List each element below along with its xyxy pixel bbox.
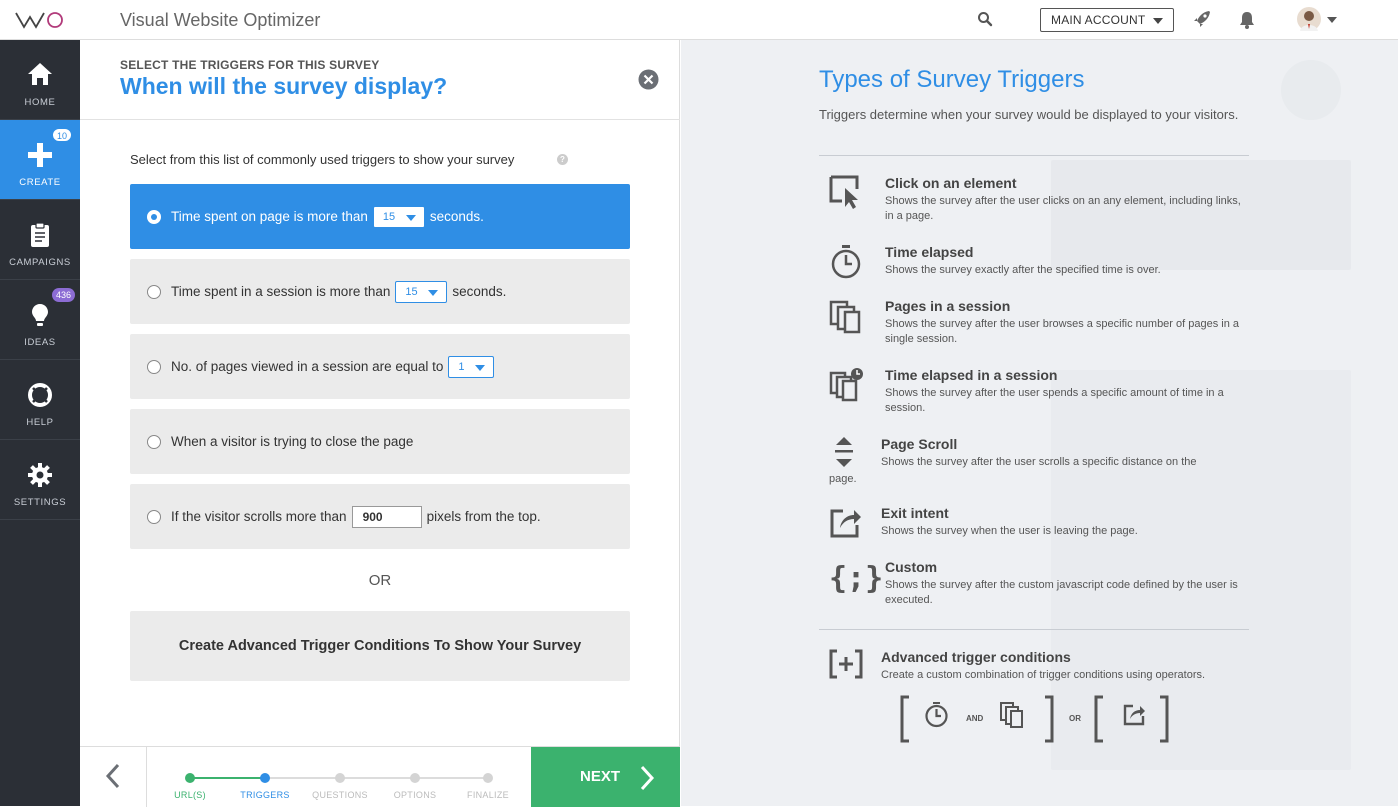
sidebar-item-settings[interactable] [0,440,80,520]
pages-clock-icon [829,367,865,403]
or-divider: OR [368,572,392,589]
page-title: When will the survey display? [120,73,448,99]
divider [819,629,1249,630]
advanced-trigger-button[interactable]: Create Advanced Trigger Conditions To Show Your Survey [130,611,630,681]
trigger-type-desc: Shows the survey when the user is leaving the page. [881,525,1138,537]
option-text: Time spent in a session is more than [171,284,391,299]
advanced-operators-illustration [899,694,1169,744]
info-description: Triggers determine when your survey would be displayed to your visitors. [819,107,1239,122]
background-widget [1281,60,1341,120]
trigger-intro: Select from this list of commonly used triggers to show your survey [130,152,515,167]
trigger-type-desc: Shows the survey after the user spends a specific amount of time in a session. [885,387,1224,414]
trigger-type-title: Time elapsed [885,244,974,260]
option-text: Time spent on page is more than [171,209,368,224]
trigger-panel [80,40,680,806]
next-button[interactable] [531,747,680,807]
option-text: If the visitor scrolls more than [171,509,347,524]
option-text: When a visitor is trying to close the page [171,434,414,449]
or-operator-label: OR [1069,714,1081,723]
trigger-type-desc: Shows the survey after the user clicks on an any element, including links, in a page. [885,195,1241,222]
trigger-type-title: Click on an element [885,175,1017,191]
chevron-down-icon [1153,18,1163,24]
bracket-plus-icon [829,649,863,679]
ideas-count-badge: 436 [52,288,75,302]
step-dot [410,773,420,783]
account-dropdown[interactable] [1040,8,1174,32]
step-finalize: FINALIZE [467,790,509,800]
trigger-type-title: Custom [885,559,938,575]
svg-text:{;}: {;} [829,561,884,596]
lifebuoy-icon [27,382,53,408]
step-dot [483,773,493,783]
chevron-down-icon[interactable] [1327,17,1337,23]
trigger-option-scroll[interactable] [130,484,630,549]
sidebar-item-create[interactable] [0,120,80,200]
header-divider [80,119,680,120]
back-button[interactable] [80,747,147,807]
lightbulb-icon [27,302,53,328]
step-connector [190,777,265,779]
sidebar [0,40,80,806]
chevron-left-icon [105,763,121,789]
trigger-option-time-on-page[interactable] [130,184,630,249]
step-dot-complete [185,773,195,783]
exit-icon [829,505,863,539]
step-questions: QUESTIONS [312,790,368,800]
rocket-icon[interactable] [1192,9,1212,29]
trigger-type-desc: Create a custom combination of trigger conditions using operators. [881,669,1206,681]
sidebar-item-label: CAMPAIGNS [9,257,71,268]
vwo-logo[interactable] [14,10,66,30]
sidebar-item-label: IDEAS [24,337,56,348]
bell-icon[interactable] [1238,10,1256,30]
search-icon[interactable] [977,11,993,27]
scroll-pixels-input[interactable] [352,506,422,528]
option-suffix: pixels from the top. [426,509,541,524]
app-title: Visual Website Optimizer [120,10,321,30]
step-triggers[interactable]: TRIGGERS [240,790,290,800]
info-title: Types of Survey Triggers [819,66,1085,93]
step-connector [265,777,490,779]
cursor-click-icon [829,175,863,209]
step-urls[interactable]: URL(S) [174,790,206,800]
radio-button[interactable] [147,510,161,524]
radio-button[interactable] [147,210,161,224]
bracket-icon [899,694,1169,744]
radio-button[interactable] [147,360,161,374]
code-braces-icon [829,559,884,596]
wizard-footer [80,746,680,806]
avatar[interactable] [1297,7,1321,31]
sidebar-item-campaigns[interactable] [0,200,80,280]
sidebar-item-label: SETTINGS [13,497,67,508]
sidebar-item-help[interactable] [0,360,80,440]
divider [819,155,1249,156]
trigger-type-title: Time elapsed in a session [885,367,1058,383]
step-dot [335,773,345,783]
trigger-option-pages-viewed[interactable] [130,334,630,399]
plus-icon [27,142,53,168]
pages-icon [829,298,863,334]
gear-icon [27,462,53,488]
option-suffix: seconds. [452,284,507,299]
clipboard-icon [27,222,53,248]
seconds-dropdown[interactable]: 15 [373,206,425,228]
option-suffix: seconds. [429,209,484,224]
radio-button[interactable] [147,435,161,449]
sidebar-item-label: HOME [24,97,56,108]
radio-button[interactable] [147,285,161,299]
create-count-badge: 10 [52,128,72,142]
trigger-type-title: Page Scroll [881,436,958,452]
option-text: No. of pages viewed in a session are equal to [171,359,444,374]
stopwatch-icon [829,244,863,280]
step-options: OPTIONS [393,790,437,800]
help-icon[interactable]: ? [557,154,568,165]
home-icon [27,62,53,86]
trigger-type-desc-overflow: page. [829,473,857,485]
trigger-type-title: Pages in a session [885,298,1011,314]
seconds-dropdown[interactable]: 15 [395,281,447,303]
trigger-type-desc: Shows the survey after the custom javascript code defined by the user is executed. [885,579,1238,606]
trigger-info-panel [681,40,1398,806]
trigger-option-exit-intent[interactable] [130,409,630,474]
trigger-option-time-in-session[interactable] [130,259,630,324]
top-bar [0,0,1398,40]
scroll-icon [833,436,855,468]
trigger-type-desc: Shows the survey after the user scrolls a specific distance on the [881,456,1197,468]
pages-dropdown[interactable]: 1 [448,356,494,378]
account-label: MAIN ACCOUNT [1051,13,1146,27]
close-icon[interactable] [638,69,659,90]
trigger-type-title: Advanced trigger conditions [881,649,1071,665]
sidebar-item-label: CREATE [19,177,61,188]
and-operator-label: AND [966,714,984,723]
chevron-right-icon [639,765,655,791]
sidebar-item-home[interactable] [0,40,80,120]
step-dot-current [260,773,270,783]
panel-kicker: SELECT THE TRIGGERS FOR THIS SURVEY [120,58,380,72]
sidebar-item-ideas[interactable] [0,280,80,360]
trigger-type-title: Exit intent [881,505,949,521]
trigger-type-desc: Shows the survey after the user browses a specific number of pages in a single session. [885,318,1240,345]
trigger-type-desc: Shows the survey exactly after the specified time is over. [885,264,1161,276]
sidebar-item-label: HELP [26,417,54,428]
next-label: NEXT [580,768,621,785]
